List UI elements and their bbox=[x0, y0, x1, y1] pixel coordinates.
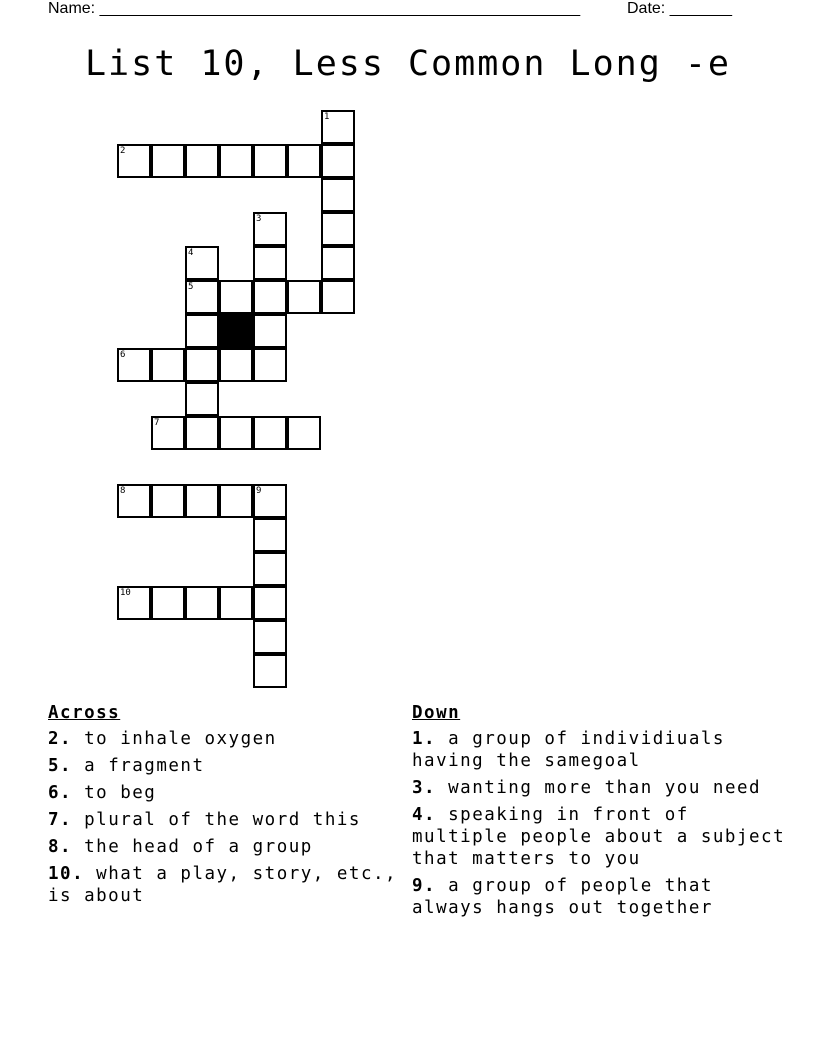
down-clue bbox=[412, 804, 792, 870]
clue-number: 3. bbox=[412, 778, 437, 798]
grid-cell[interactable] bbox=[253, 416, 287, 450]
clue-number: 10. bbox=[48, 864, 85, 884]
clue-number: 4 bbox=[188, 248, 194, 258]
clue-text: to inhale oxygen bbox=[84, 729, 277, 749]
grid-cell[interactable] bbox=[185, 280, 219, 314]
clue-text: wanting more than you need bbox=[448, 778, 762, 798]
clue-number: 2. bbox=[48, 729, 73, 749]
grid-cell[interactable] bbox=[185, 348, 219, 382]
clue-number: 1. bbox=[412, 729, 437, 749]
grid-cell[interactable] bbox=[321, 280, 355, 314]
grid-cell[interactable] bbox=[185, 314, 219, 348]
grid-cell[interactable] bbox=[151, 586, 185, 620]
grid-cell[interactable] bbox=[253, 484, 287, 518]
grid-cell[interactable] bbox=[185, 484, 219, 518]
grid-cell[interactable] bbox=[253, 518, 287, 552]
grid-cell[interactable] bbox=[117, 348, 151, 382]
grid-cell[interactable] bbox=[287, 144, 321, 178]
clue-number: 8. bbox=[48, 837, 73, 857]
clue-number: 5 bbox=[188, 282, 194, 292]
clue-text: the head of a group bbox=[84, 837, 313, 857]
date-line: Date: _______ bbox=[627, 0, 732, 17]
clue-number: 9. bbox=[412, 876, 437, 896]
grid-cell[interactable] bbox=[151, 348, 185, 382]
across-heading: Across bbox=[48, 703, 121, 723]
clue-text: what a play, story, etc., is about bbox=[48, 864, 398, 906]
across-clue bbox=[48, 809, 398, 831]
clue-number: 8 bbox=[120, 486, 126, 496]
clue-number: 4. bbox=[412, 805, 437, 825]
grid-cell[interactable] bbox=[253, 280, 287, 314]
grid-cell[interactable] bbox=[185, 416, 219, 450]
down-clue bbox=[412, 875, 792, 919]
down-clue bbox=[412, 728, 792, 772]
across-clue bbox=[48, 863, 398, 907]
grid-cell[interactable] bbox=[185, 246, 219, 280]
grid-cell[interactable] bbox=[117, 586, 151, 620]
grid-cell[interactable] bbox=[253, 144, 287, 178]
across-clue bbox=[48, 755, 398, 777]
across-clue bbox=[48, 728, 398, 750]
grid-cell[interactable] bbox=[185, 382, 219, 416]
grid-cell[interactable] bbox=[117, 144, 151, 178]
clue-number: 7. bbox=[48, 810, 73, 830]
black-square bbox=[219, 314, 253, 348]
grid-cell[interactable] bbox=[185, 586, 219, 620]
down-clues bbox=[412, 702, 792, 924]
puzzle-title: List 10, Less Common Long -e bbox=[84, 44, 731, 84]
grid-cell[interactable] bbox=[321, 144, 355, 178]
grid-cell[interactable] bbox=[321, 212, 355, 246]
clue-text: a group of individiuals having the samegoal bbox=[412, 729, 725, 771]
clue-text: a group of people that always hangs out together bbox=[412, 876, 713, 918]
across-clue-list bbox=[48, 728, 398, 907]
grid-cell[interactable] bbox=[185, 144, 219, 178]
grid-cell[interactable] bbox=[253, 620, 287, 654]
grid-cell[interactable] bbox=[151, 484, 185, 518]
grid-cell[interactable] bbox=[321, 178, 355, 212]
grid-cell[interactable] bbox=[219, 416, 253, 450]
grid-cell[interactable] bbox=[219, 586, 253, 620]
clue-number: 9 bbox=[256, 486, 262, 496]
grid-cell[interactable] bbox=[321, 246, 355, 280]
grid-cell[interactable] bbox=[253, 552, 287, 586]
across-clues bbox=[48, 702, 398, 912]
clue-number: 7 bbox=[154, 418, 160, 428]
grid-cell[interactable] bbox=[253, 586, 287, 620]
grid-cell[interactable] bbox=[253, 314, 287, 348]
grid-cell[interactable] bbox=[219, 348, 253, 382]
clue-text: speaking in front of multiple people about a subject that matters to you bbox=[412, 805, 786, 869]
grid-cell[interactable] bbox=[151, 416, 185, 450]
name-line: Name: ______________________________________________________ bbox=[48, 0, 581, 17]
clue-number: 5. bbox=[48, 756, 73, 776]
grid-cell[interactable] bbox=[219, 484, 253, 518]
across-clue bbox=[48, 836, 398, 858]
grid-cell[interactable] bbox=[117, 484, 151, 518]
across-clue bbox=[48, 782, 398, 804]
grid-cell[interactable] bbox=[287, 416, 321, 450]
grid-cell[interactable] bbox=[253, 654, 287, 688]
clue-text: to beg bbox=[84, 783, 157, 803]
grid-cell[interactable] bbox=[219, 280, 253, 314]
clue-number: 10 bbox=[120, 588, 131, 598]
grid-cell[interactable] bbox=[253, 348, 287, 382]
grid-cell[interactable] bbox=[219, 144, 253, 178]
grid-cell[interactable] bbox=[151, 144, 185, 178]
clue-text: a fragment bbox=[84, 756, 205, 776]
grid-cell[interactable] bbox=[321, 110, 355, 144]
down-heading: Down bbox=[412, 703, 461, 723]
clue-number: 2 bbox=[120, 146, 126, 156]
down-clue-list bbox=[412, 728, 792, 919]
clue-text: plural of the word this bbox=[84, 810, 361, 830]
clue-number: 6. bbox=[48, 783, 73, 803]
down-clue bbox=[412, 777, 792, 799]
grid-cell[interactable] bbox=[253, 246, 287, 280]
grid-cell[interactable] bbox=[287, 280, 321, 314]
clue-number: 1 bbox=[324, 112, 330, 122]
grid-cell[interactable] bbox=[253, 212, 287, 246]
clue-number: 6 bbox=[120, 350, 126, 360]
clue-number: 3 bbox=[256, 214, 262, 224]
